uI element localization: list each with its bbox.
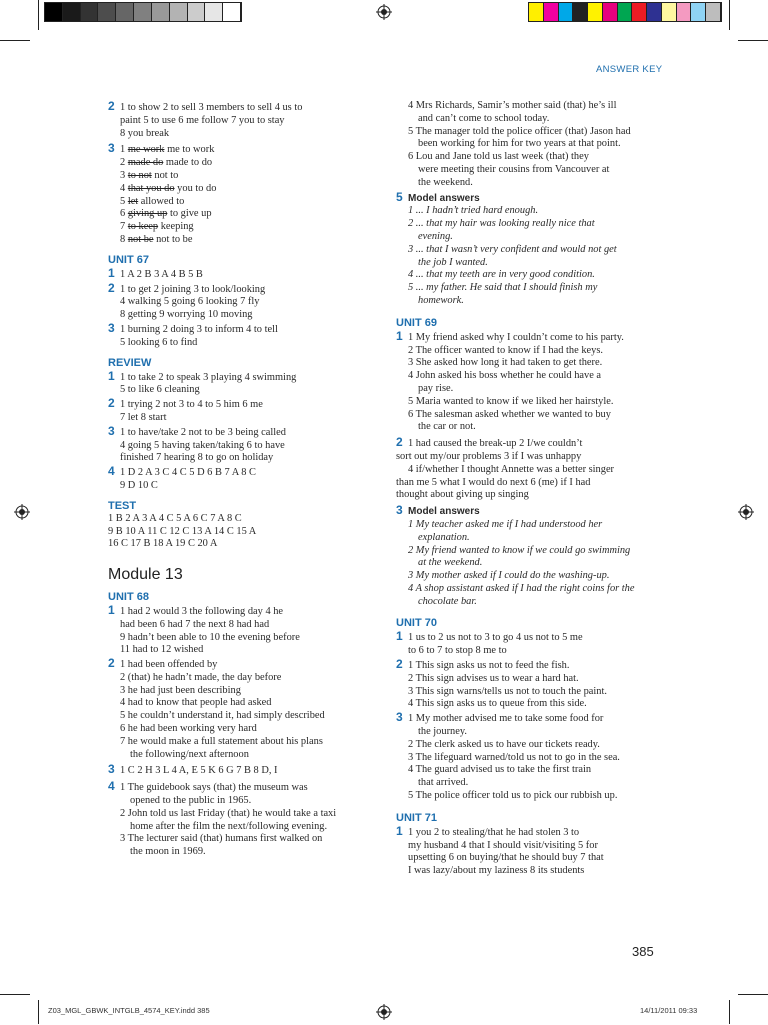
grey-swatch <box>98 3 116 21</box>
unit70-exercise-1: 1 1 us to 2 us not to 3 to go 4 us not to 5 me to 6 to 7 to stop 8 me to <box>396 629 583 657</box>
unit68-exercise-5-label: 5 Model answers <box>396 189 480 204</box>
crop-mark <box>38 1000 39 1024</box>
unit67-exercise-2: 2 1 to get 2 joining 3 to look/looking 4 walking 5 going 6 looking 7 fly 8 getting 9 worrying 10 moving <box>108 280 266 321</box>
color-swatch <box>706 3 721 21</box>
color-swatch <box>677 3 692 21</box>
unit70-exercise-3: 3 1 My mother advised me to take some food for the journey. 2 The clerk asked us to have our tickets ready. 3 The lifeguard warned/told us not to go in the sea. 4 The guard advised us to take the first train that arrived. 5 The police officer told us to pick our rubbish up. <box>396 710 620 802</box>
color-swatch <box>662 3 677 21</box>
unit69-heading: UNIT 69 <box>396 316 437 329</box>
color-swatch <box>529 3 544 21</box>
grey-swatch <box>223 3 241 21</box>
color-calibration-bar <box>528 2 722 22</box>
unit70-exercise-2: 2 1 This sign asks us not to feed the fish. 2 This sign advises us to wear a hard hat. 3 This sign warns/tells us not to touch the paint. 4 This sign asks us to queue from this side. <box>396 657 607 710</box>
test-answers: 1 B 2 A 3 A 4 C 5 A 6 C 7 A 8 C 9 B 10 A 11 C 12 C 13 A 14 C 15 A 16 C 17 B 18 A 19 C 20 A <box>108 512 257 550</box>
color-swatch <box>647 3 662 21</box>
grey-calibration-bar <box>44 2 242 22</box>
color-swatch <box>573 3 588 21</box>
registration-mark-left <box>14 504 30 520</box>
review-heading: REVIEW <box>108 356 152 369</box>
unit68-exercise-1: 1 1 had 2 would 3 the following day 4 he had been 6 had 7 the next 8 had had 9 hadn’t been able to 10 the evening before 11 had to 12 wished <box>108 602 300 656</box>
unit70-heading: UNIT 70 <box>396 617 437 630</box>
grey-swatch <box>116 3 134 21</box>
grey-swatch <box>134 3 152 21</box>
unit68-exercise-4: 4 1 The guidebook says (that) the museum was opened to the public in 1965. 2 John told us last Friday (that) he would take a taxi home after the film the next/following evening. 3 The lecturer said (that) humans first walked on the moon in 1969. <box>108 779 337 858</box>
page-number: 385 <box>632 944 654 959</box>
review-exercise-4: 4 1 D 2 A 3 C 4 C 5 D 6 B 7 A 8 C 9 D 10 C <box>108 464 256 491</box>
running-header: ANSWER KEY <box>596 64 663 75</box>
unit67-exercise-1: 1 1 A 2 B 3 A 4 B 5 B <box>108 265 203 280</box>
color-swatch <box>632 3 647 21</box>
unit67-heading: UNIT 67 <box>108 253 149 266</box>
unit71-exercise-1: 1 1 you 2 to stealing/that he had stolen 3 to my husband 4 that I should visit/visiting 5 for upsetting 6 on buying/that he should buy 7 that I was lazy/about my laziness 8 its students <box>396 823 604 877</box>
grey-swatch <box>45 3 63 21</box>
crop-mark <box>729 0 730 30</box>
crop-mark <box>0 40 30 41</box>
color-swatch <box>618 3 633 21</box>
test-heading: TEST <box>108 499 137 512</box>
unit66-exercise-3: 3 1 me work me to work 2 made do made to do 3 to not not to 4 that you do you to do 5 let allowed to 6 giving up to give up 7 to keep keeping 8 not be not to be <box>108 141 217 245</box>
review-exercise-3: 3 1 to have/take 2 not to be 3 being called 4 going 5 having taken/taking 6 to have finished 7 hearing 8 to go on holiday <box>108 423 286 464</box>
grey-swatch <box>205 3 223 21</box>
unit67-exercise-3: 3 1 burning 2 doing 3 to inform 4 to tell 5 looking 6 to find <box>108 320 278 348</box>
module-title: Module 13 <box>108 566 183 584</box>
color-swatch <box>691 3 706 21</box>
unit68-exercise-2: 2 1 had been offended by 2 (that) he hadn’t made, the day before 3 he had just been describing 4 had to know that people had asked 5 he couldn’t understand it, had simply described 6 he had been working very hard 7 he would make a full statement about his plans the following/next afternoon <box>108 656 325 760</box>
review-exercise-1: 1 1 to take 2 to speak 3 playing 4 swimming 5 to like 6 cleaning <box>108 368 297 396</box>
crop-mark <box>38 0 39 30</box>
unit68-exercise-3: 3 1 C 2 H 3 L 4 A, E 5 K 6 G 7 B 8 D, I <box>108 762 278 777</box>
grey-swatch <box>152 3 170 21</box>
color-swatch <box>544 3 559 21</box>
unit68-exercise-4-continued: 4 Mrs Richards, Samir’s mother said (that) he’s ill and can’t come to school today. 5 The manager told the police officer (that) Jason had been working for him for two years at that point. 6 Lou and Jane told us last week (that) they were meeting their cousins from Vancouver at the weekend. <box>408 100 631 188</box>
color-swatch <box>559 3 574 21</box>
registration-mark-right <box>738 504 754 520</box>
registration-mark-top <box>376 4 392 20</box>
color-swatch <box>603 3 618 21</box>
footer-file-slug: Z03_MGL_GBWK_INTGLB_4574_KEY.indd 385 <box>48 1006 210 1015</box>
crop-mark <box>738 994 768 995</box>
unit71-heading: UNIT 71 <box>396 811 437 824</box>
left-column <box>108 100 370 859</box>
review-exercise-2: 2 1 trying 2 not 3 to 4 to 5 him 6 me 7 let 8 start <box>108 396 263 423</box>
grey-swatch <box>170 3 188 21</box>
unit66-exercise-2: 2 1 to show 2 to sell 3 members to sell 4 us to paint 5 to use 6 me follow 7 you to stay 8 you break <box>108 99 303 139</box>
unit69-exercise-3-label: 3 Model answers <box>396 503 480 518</box>
right-column <box>396 100 668 878</box>
unit69-exercise-1: 1 1 My friend asked why I couldn’t come to his party. 2 The officer wanted to know if I had the keys. 3 She asked how long it had taken to get there. 4 John asked his boss whether he could have a pay rise. 5 Maria wanted to know if we liked her hairstyle. 6 The salesman asked whether we wanted to buy the car or not. <box>396 328 624 433</box>
footer-date-slug: 14/11/2011 09:33 <box>640 1006 698 1015</box>
registration-mark-bottom <box>376 1004 392 1020</box>
unit68-heading: UNIT 68 <box>108 590 149 603</box>
grey-swatch <box>188 3 206 21</box>
crop-mark <box>0 994 30 995</box>
crop-mark <box>738 40 768 41</box>
color-swatch <box>588 3 603 21</box>
grey-swatch <box>81 3 99 21</box>
unit69-exercise-2: 2 1 had caused the break-up 2 I/we couldn’t sort out my/our problems 3 if I was unhappy 4 if/whether I thought Annette was a better singer than me 5 what I would do next 6 (me) if I had thought about giving up singing <box>396 435 615 501</box>
unit68-exercise-5: 1 ... I hadn’t tried hard enough. 2 ... that my hair was looking really nice that evening. 3 ... that I wasn’t very confident and would not get the job I wanted. 4 ... that my teeth are in very good condition. 5 ... my father. He said that I should finish my homework. <box>408 205 617 306</box>
unit69-exercise-3: 1 My teacher asked me if I had understood her explanation. 2 My friend wanted to know if we could go swimming at the weekend. 3 My mother asked if I could do the washing-up. 4 A shop assistant asked if I had the right coins for the chocolate bar. <box>408 518 635 607</box>
grey-swatch <box>63 3 81 21</box>
crop-mark <box>729 1000 730 1024</box>
